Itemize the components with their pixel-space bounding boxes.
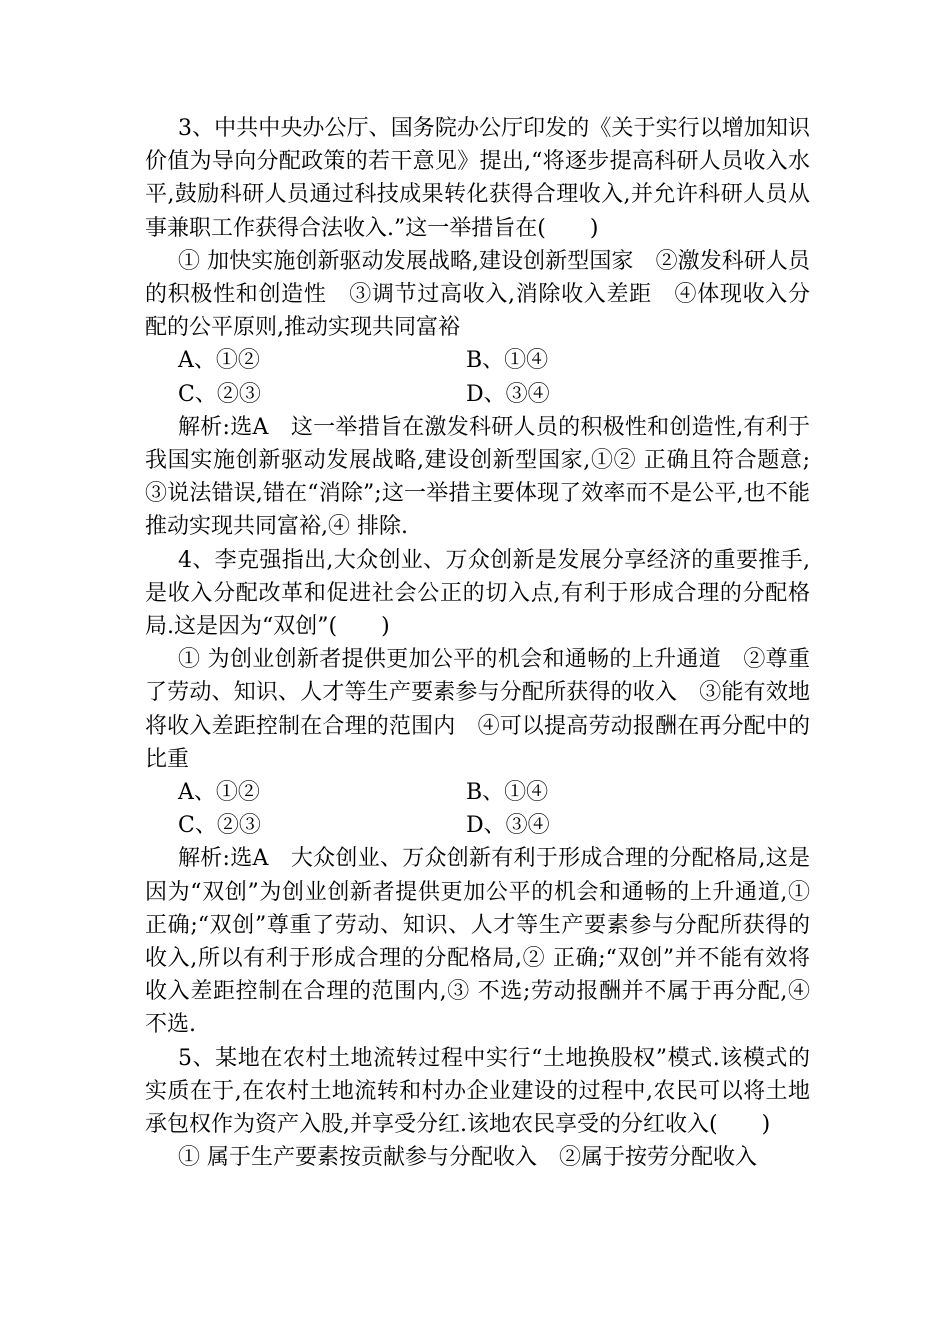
question-4-option-d: D、③④ [466,813,550,839]
question-5-statements: ① 属于生产要素按贡献参与分配收入 ②属于按劳分配收入 [178,1145,757,1171]
document-page [145,112,810,1174]
question-4-statements: ① 为创业创新者提供更加公平的机会和通畅的上升通道 ②尊重了劳动、知识、人才等生产要素参与分配所获得的收入 ③能有效地将收入差距控制在合理的范围内 ④可以提高劳动报酬在再分配中的比重 [145,647,810,772]
question-4-stem: 4、李克强指出,大众创业、万众创新是发展分享经济的重要推手,是收入分配改革和促进社会公正的切入点,有利于形成合理的分配格局.这是因为“双创”( ) [145,547,810,640]
question-4-option-c: C、②③ [178,813,261,839]
question-3-option-a: A、①② [178,348,260,374]
question-3-options-row-2 [145,378,810,411]
question-5-stem: 5、某地在农村土地流转过程中实行“土地换股权”模式.该模式的实质在于,在农村土地流转和村办企业建设的过程中,农民可以将土地承包权作为资产入股,并享受分红.该地农民享受的分红收入( ) [145,1045,810,1138]
question-4-option-a: A、①② [178,780,260,806]
question-3-options-row-1 [145,344,810,377]
question-3-option-c: C、②③ [178,381,261,407]
question-4-options-row-2 [145,809,810,842]
question-3-option-d: D、③④ [466,381,550,407]
question-3-analysis: 解析:选A 这一举措旨在激发科研人员的积极性和创造性,有利于我国实施创新驱动发展战略,建设创新型国家,①② 正确且符合题意;③说法错误,错在“消除”;这一举措主要体现了效率而不是公平,也不能推动实现共同富裕,④ 排除. [145,414,810,540]
question-4-analysis: 解析:选A 大众创业、万众创新有利于形成合理的分配格局,这是因为“双创”为创业创新者提供更加公平的机会和通畅的上升通道,① 正确;“双创”尊重了劳动、知识、人才等生产要素参与分配所获得的收入,所以有利于形成合理的分配格局,② 正确;“双创”并不能有效将收入差距控制在合理的范围内,③ 不选;劳动报酬并不属于再分配,④ 不选. [145,846,810,1038]
question-3-statements: ① 加快实施创新驱动发展战略,建设创新型国家 ②激发科研人员的积极性和创造性 ③调节过高收入,消除收入差距 ④体现收入分配的公平原则,推动实现共同富裕 [145,248,810,341]
question-3-option-b: B、①④ [466,348,549,374]
question-4-options-row-1 [145,776,810,809]
question-4-option-b: B、①④ [466,780,549,806]
question-3-stem: 3、中共中央办公厅、国务院办公厅印发的《关于实行以增加知识价值为导向分配政策的若干意见》提出,“将逐步提高科研人员收入水平,鼓励科研人员通过科技成果转化获得合理收入,并允许科研人员从事兼职工作获得合法收入.”这一举措旨在( ) [145,116,810,241]
